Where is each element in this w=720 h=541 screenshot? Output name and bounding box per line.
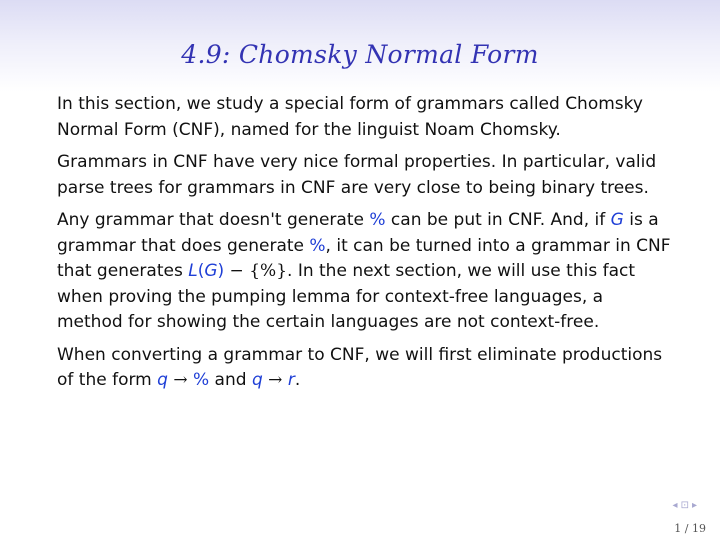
math-grammar-G: G (204, 261, 218, 281)
math-rparen: ) (217, 261, 225, 281)
nav-arrow-left-icon[interactable]: ◂ (672, 500, 681, 511)
navigation-controls[interactable] (673, 500, 700, 511)
text-run: . In the next section, we will use this fact when proving the pumping lemma for context-free languages, a method for showing the certain languages are not context-free. (57, 261, 635, 332)
text-run: can be put in CNF. And, if (385, 210, 611, 230)
paragraph-properties: Grammars in CNF have very nice formal properties. In particular, valid parse trees for grammars in CNF are very close to being binary trees. (57, 152, 657, 198)
slide-body (57, 92, 672, 401)
math-arrow: → (262, 370, 288, 390)
math-percent: % (369, 210, 386, 230)
math-q: q (157, 370, 168, 390)
paragraph-generation (57, 208, 672, 336)
math-q: q (251, 370, 263, 390)
math-L: L (188, 261, 198, 281)
math-r: r (287, 370, 295, 390)
paragraph-conversion (57, 343, 672, 394)
math-percent: % (193, 370, 210, 390)
text-run: and (209, 370, 252, 390)
math-arrow: → (167, 370, 193, 390)
page-number: 1 / 19 (674, 522, 706, 535)
math-minus: − (224, 261, 250, 281)
nav-arrow-right-icon[interactable]: ▸ (691, 500, 700, 511)
text-run: , it can be turned into a grammar in CNF that generates (57, 235, 671, 281)
math-lparen: ( (197, 261, 205, 281)
nav-frame-icon[interactable]: ⊡ (680, 500, 692, 511)
text-run: . (294, 370, 301, 390)
math-grammar-G: G (610, 210, 624, 230)
math-set-percent: {%} (249, 261, 288, 281)
text-run: Any grammar that doesn't generate (57, 210, 370, 230)
math-percent: % (309, 235, 326, 256)
slide-title: 4.9: Chomsky Normal Form (181, 40, 539, 69)
text-run: When converting a grammar to CNF, we will first eliminate productions of the form (57, 344, 663, 390)
text-run: is a grammar that does generate (57, 210, 659, 256)
paragraph-intro: In this section, we study a special form of grammars called Chomsky Normal Form (CNF), named for the linguist Noam Chomsky. (57, 94, 643, 140)
